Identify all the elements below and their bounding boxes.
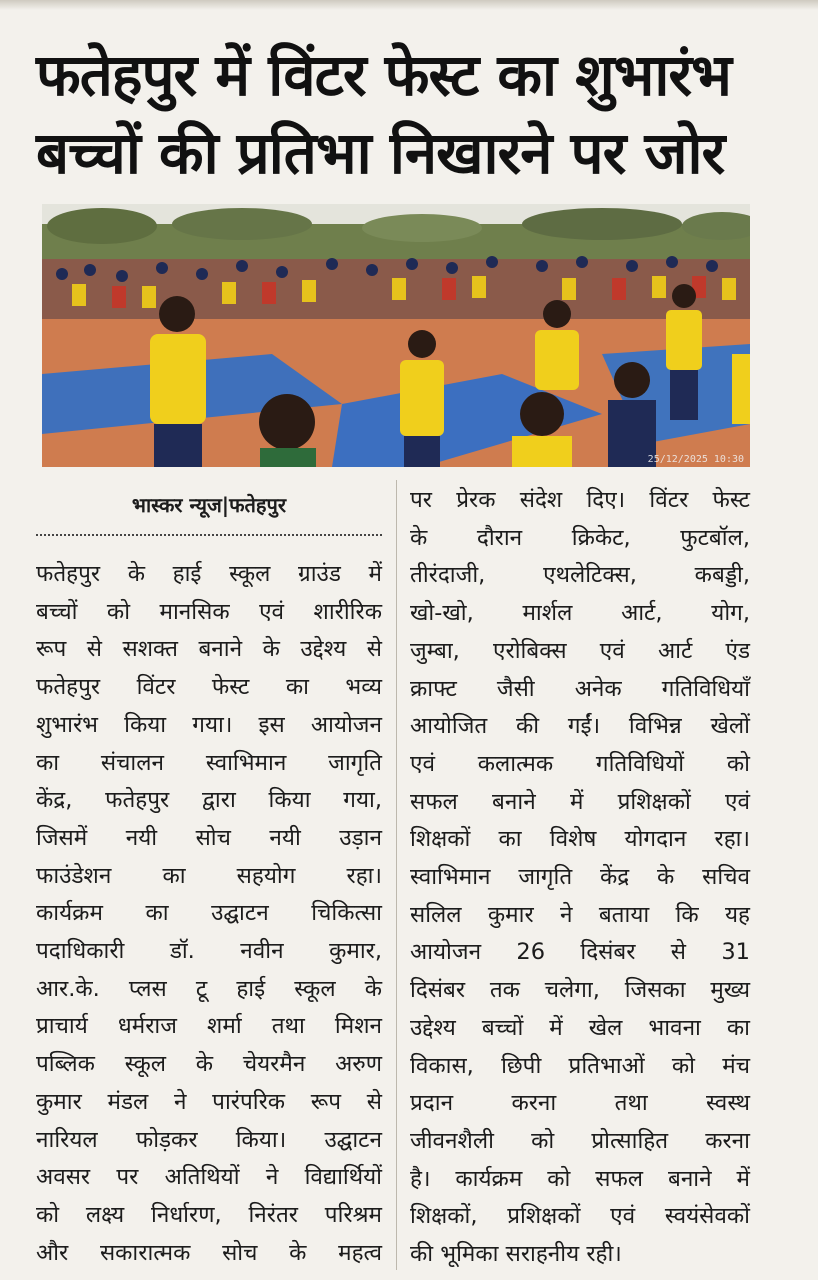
text-line: फतेहपुर के हाई स्कूल ग्राउंड में — [36, 561, 382, 587]
text-line: जिसमें नयी सोच नयी उड़ान — [36, 824, 382, 851]
headline-line-2: बच्चों की प्रतिभा निखारने पर जोर — [36, 119, 725, 187]
text-line: रूप से सशक्त बनाने के उद्देश्य से — [36, 636, 382, 663]
byline: भास्कर न्यूज|फतेहपुर — [131, 493, 287, 517]
text-line: विकास, छिपी प्रतिभाओं को मंच — [410, 1052, 750, 1079]
text-line: जुम्बा, एरोबिक्स एवं आर्ट एंड — [410, 637, 750, 664]
text-line: स्वाभिमान जागृति केंद्र के सचिव — [410, 864, 750, 891]
text-line: फतेहपुर विंटर फेस्ट का भव्य — [36, 674, 382, 701]
dotted-rule — [36, 534, 382, 536]
column-divider — [396, 480, 397, 1270]
article-right-column — [410, 482, 750, 1274]
text-line: शिक्षकों का विशेष योगदान रहा। — [410, 826, 750, 853]
text-line: सफल बनाने में प्रशिक्षकों एवं — [410, 788, 750, 815]
text-line: क्राफ्ट जैसी अनेक गतिविधियाँ — [410, 675, 750, 702]
left-column-text — [36, 556, 382, 1272]
text-line: नारियल फोड़कर किया। उद्घाटन — [36, 1126, 382, 1153]
text-line: केंद्र, फतेहपुर द्वारा किया गया, — [36, 787, 382, 814]
text-line: दिसंबर तक चलेगा, जिसका मुख्य — [410, 977, 750, 1004]
text-line: फाउंडेशन का सहयोग रहा। — [36, 862, 382, 889]
text-line: आयोजन 26 दिसंबर से 31 — [410, 939, 750, 966]
text-line: का संचालन स्वाभिमान जागृति — [36, 749, 382, 776]
text-line: को लक्ष्य निर्धारण, निरंतर परिश्रम — [36, 1201, 382, 1228]
text-line: की भूमिका सराहनीय रही। — [410, 1241, 622, 1268]
text-line: कार्यक्रम का उद्घाटन चिकित्सा — [36, 900, 382, 927]
text-line: तीरंदाजी, एथलेटिक्स, कबड्डी, — [410, 562, 750, 589]
text-line: कुमार मंडल ने पारंपरिक रूप से — [36, 1088, 382, 1115]
text-line: सलिल कुमार ने बताया कि यह — [410, 901, 750, 928]
text-line: प्राचार्य धर्मराज शर्मा तथा मिशन — [36, 1013, 382, 1040]
text-line: खो-खो, मार्शल आर्ट, योग, — [410, 600, 750, 627]
text-line: प्रदान करना तथा स्वस्थ — [410, 1090, 750, 1117]
text-line: और सकारात्मक सोच के महत्व — [36, 1239, 382, 1266]
text-line: के दौरान क्रिकेट, फुटबॉल, — [410, 524, 750, 551]
news-photo — [42, 204, 750, 467]
text-line: पर प्रेरक संदेश दिए। विंटर फेस्ट — [410, 487, 750, 513]
text-line: है। कार्यक्रम को सफल बनाने में — [410, 1165, 750, 1192]
headline-line-1: फतेहपुर में विंटर फेस्ट का शुभारंभ — [36, 41, 731, 109]
text-line: शिक्षकों, प्रशिक्षकों एवं स्वयंसेवकों — [410, 1203, 750, 1230]
text-line: बच्चों को मानसिक एवं शारीरिक — [36, 598, 382, 625]
text-line: पब्लिक स्कूल के चेयरमैन अरुण — [36, 1051, 382, 1078]
text-line: अवसर पर अतिथियों ने विद्यार्थियों — [36, 1164, 382, 1191]
text-line: एवं कलात्मक गतिविधियों को — [410, 750, 750, 777]
text-line: आयोजित की गईं। विभिन्न खेलों — [410, 713, 750, 740]
headline — [36, 36, 796, 192]
photo-timestamp: 25/12/2025 10:30 — [647, 454, 744, 465]
article-left-column — [36, 486, 382, 1272]
page-top-edge — [0, 0, 818, 10]
text-line: पदाधिकारी डॉ. नवीन कुमार, — [36, 938, 382, 965]
students-exercise-photo-illustration — [42, 204, 750, 467]
text-line: शुभारंभ किया गया। इस आयोजन — [36, 711, 382, 738]
text-line: उद्देश्य बच्चों में खेल भावना का — [410, 1014, 750, 1041]
text-line: आर.के. प्लस टू हाई स्कूल के — [36, 975, 382, 1002]
text-line: जीवनशैली को प्रोत्साहित करना — [410, 1127, 750, 1154]
